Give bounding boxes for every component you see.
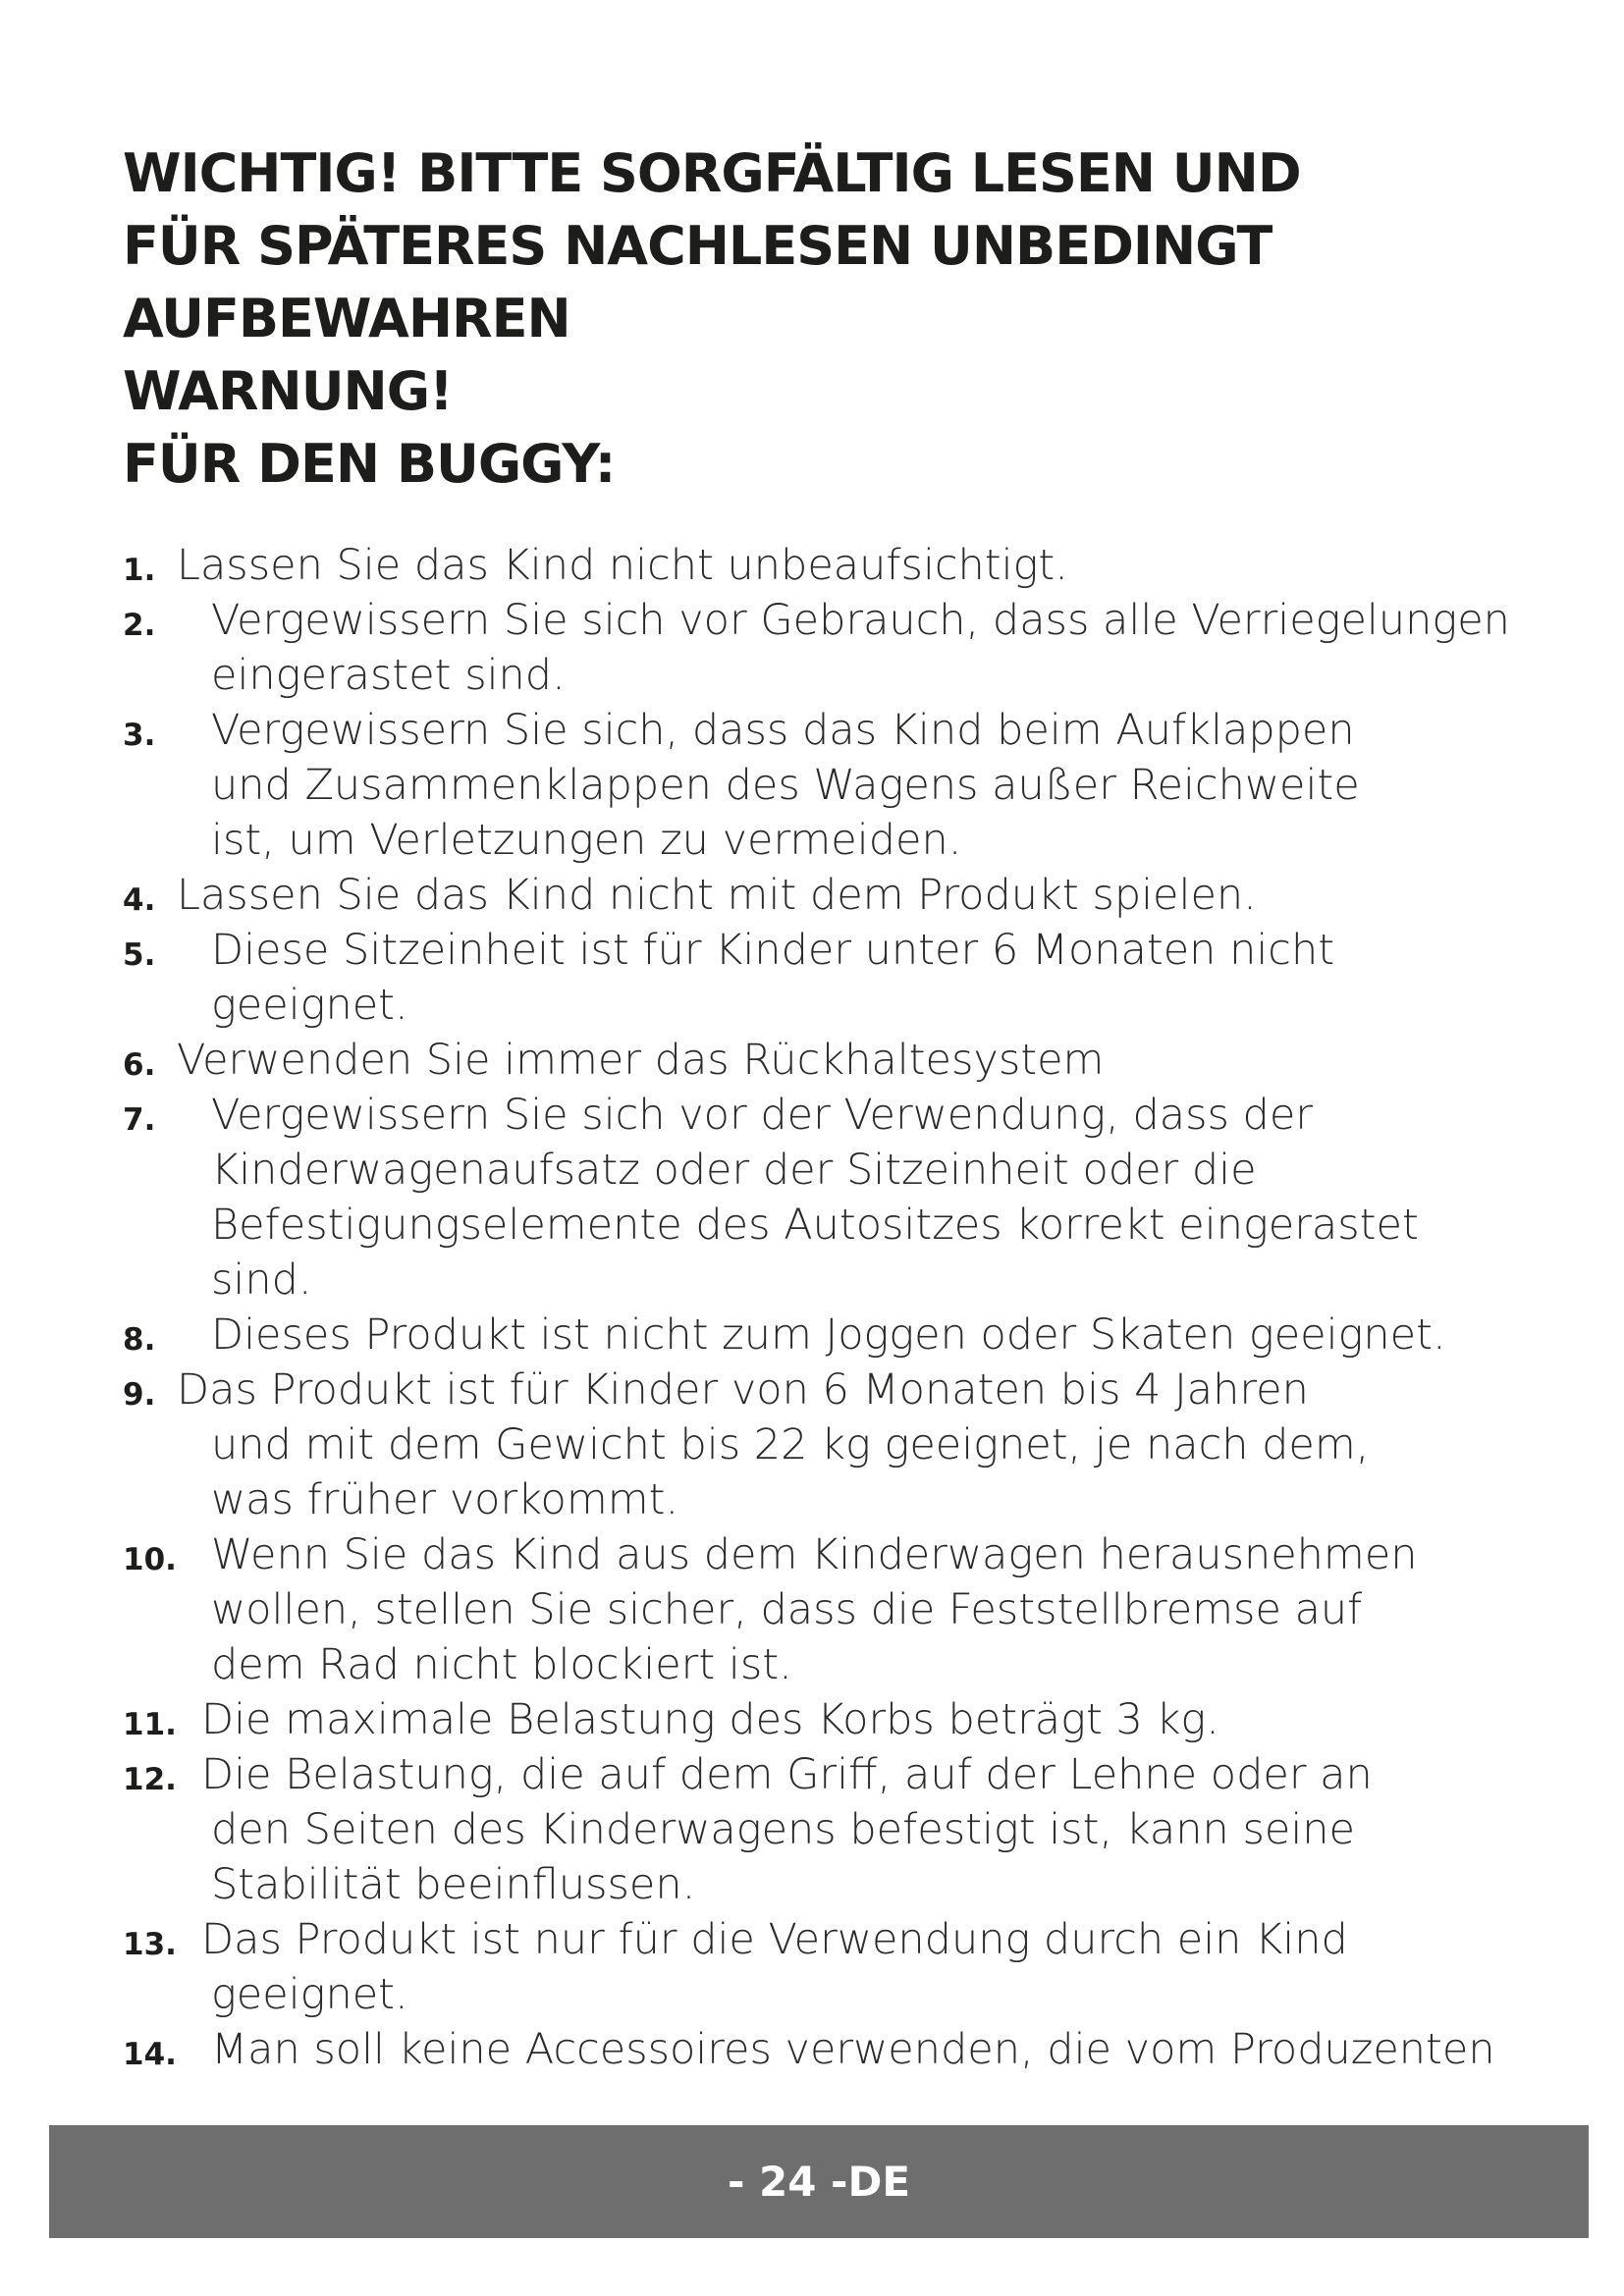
warning-text-line: Wenn Sie das Kind aus dem Kinderwagen herausnehmen	[211, 1530, 1418, 1579]
warning-item	[0, 593, 1624, 703]
warning-number: 8.	[123, 1322, 156, 1358]
warning-item	[0, 1362, 1624, 1527]
warning-item	[0, 1692, 1624, 1747]
heading-line: FÜR DEN BUGGY:	[123, 433, 616, 495]
warning-text-line: und mit dem Gewicht bis 22 kg geeignet, je nach dem,	[211, 1420, 1370, 1469]
warning-number: 13.	[123, 1927, 177, 1962]
warning-text-line: sind.	[211, 1255, 312, 1305]
warning-text-line: Befestigungselemente des Autositzes korrekt eingerastet	[211, 1201, 1419, 1250]
warning-text-line: Das Produkt ist für Kinder von 6 Monaten bis 4 Jahren	[177, 1365, 1309, 1415]
warning-text-line: den Seiten des Kinderwagens befestigt ist, kann seine	[211, 1805, 1355, 1854]
warning-item	[0, 1308, 1624, 1362]
warning-list	[0, 538, 1624, 2077]
warning-text-line: Vergewissern Sie sich, dass das Kind beim Aufklappen	[211, 706, 1355, 755]
warning-text-line: Stabilität beeinflussen.	[211, 1860, 696, 1909]
warning-item	[0, 1912, 1624, 2022]
heading-line: WARNUNG!	[123, 360, 453, 422]
warning-text-line: geeignet.	[211, 1970, 408, 2019]
page-footer	[49, 2125, 1589, 2238]
warning-text-line: ist, um Verletzungen zu vermeiden.	[211, 816, 962, 865]
warning-number: 9.	[123, 1377, 156, 1413]
warning-number: 6.	[123, 1047, 156, 1083]
warning-number: 10.	[123, 1542, 177, 1577]
warning-item	[0, 1088, 1624, 1308]
warning-item	[0, 1527, 1624, 1692]
warning-text-line: Vergewissern Sie sich vor der Verwendung, dass der	[211, 1091, 1313, 1140]
warning-text-line: eingerastet sind.	[211, 651, 566, 700]
warning-text-line: Das Produkt ist nur für die Verwendung durch ein Kind	[201, 1915, 1348, 1964]
warning-number: 12.	[123, 1762, 177, 1797]
warning-text-line: Die maximale Belastung des Korbs beträgt 3 kg.	[201, 1695, 1219, 1744]
heading-line: WICHTIG! BITTE SORGFÄLTIG LESEN UND	[123, 142, 1301, 204]
warning-text-line: Vergewissern Sie sich vor Gebrauch, dass alle Verriegelungen	[211, 596, 1510, 645]
warning-text-line: Kinderwagenaufsatz oder der Sitzeinheit oder die	[211, 1146, 1257, 1195]
warning-number: 3.	[123, 718, 156, 753]
warning-text-line: dem Rad nicht blockiert ist.	[211, 1640, 792, 1689]
warning-heading	[123, 137, 1517, 501]
warning-text-line: Lassen Sie das Kind nicht mit dem Produkt spielen.	[177, 871, 1257, 920]
warning-number: 4.	[123, 882, 156, 918]
warning-text-line: Verwenden Sie immer das Rückhaltesystem	[177, 1036, 1105, 1085]
warning-item	[0, 1747, 1624, 1912]
warning-number: 7.	[123, 1102, 156, 1138]
warning-number: 2.	[123, 608, 156, 643]
warning-number: 11.	[123, 1707, 177, 1742]
warning-text-line: Dieses Produkt ist nicht zum Joggen oder Skaten geeignet.	[211, 1310, 1446, 1360]
warning-number: 1.	[123, 553, 156, 588]
warning-text-line: Diese Sitzeinheit ist für Kinder unter 6 Monaten nicht	[211, 926, 1335, 975]
warning-item	[0, 703, 1624, 868]
warning-item	[0, 868, 1624, 923]
warning-text-line: was früher vorkommt.	[211, 1475, 679, 1524]
warning-number: 5.	[123, 937, 156, 973]
warning-item	[0, 1033, 1624, 1088]
warning-text-line: Lassen Sie das Kind nicht unbeaufsichtigt.	[177, 541, 1068, 590]
warning-text-line: Die Belastung, die auf dem Griff, auf der Lehne oder an	[201, 1750, 1373, 1799]
warning-item	[0, 538, 1624, 593]
warning-item	[0, 923, 1624, 1033]
page-number: - 24 -DE	[727, 2158, 911, 2206]
warning-item	[0, 2022, 1624, 2077]
warning-text-line: Man soll keine Accessoires verwenden, die vom Produzenten	[211, 2025, 1495, 2074]
warning-number: 14.	[123, 2037, 177, 2072]
warning-text-line: und Zusammenklappen des Wagens außer Reichweite	[211, 761, 1360, 810]
heading-line: AUFBEWAHREN	[123, 288, 570, 349]
warning-text-line: wollen, stellen Sie sicher, dass die Feststellbremse auf	[211, 1585, 1363, 1634]
heading-line: FÜR SPÄTERES NACHLESEN UNBEDINGT	[123, 215, 1272, 277]
warning-text-line: geeignet.	[211, 981, 408, 1030]
